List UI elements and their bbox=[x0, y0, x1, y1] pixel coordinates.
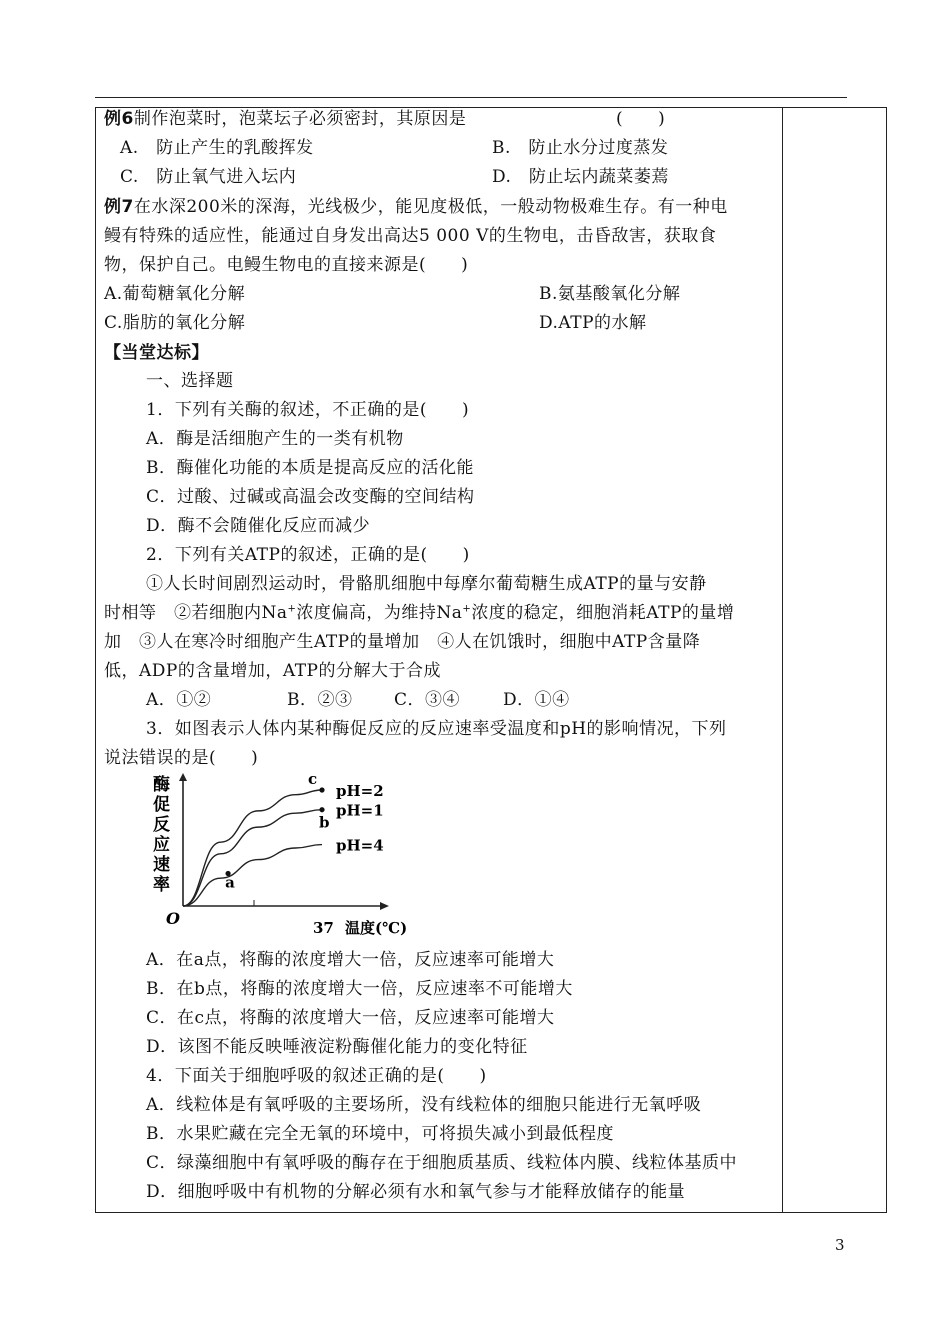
question-2-option-b: B．②③ bbox=[287, 690, 353, 710]
question-3-option-a: A．在a点，将酶的浓度增大一倍，反应速率可能增大 bbox=[146, 950, 555, 970]
section-subtitle: 一、选择题 bbox=[146, 371, 234, 391]
question-4-option-c: C．绿藻细胞中有氧呼吸的酶存在于细胞质基质、线粒体内膜、线粒体基质中 bbox=[146, 1153, 738, 1173]
example-6-option-a: A. 防止产生的乳酸挥发 bbox=[120, 138, 314, 158]
chart-x-label: 温度(℃) bbox=[345, 919, 408, 937]
series-label-pH1: pH=1 bbox=[336, 801, 384, 820]
question-2-option-c: C．③④ bbox=[394, 690, 461, 710]
table-column-divider bbox=[782, 107, 783, 1213]
question-2-line-1: ①人长时间剧烈运动时，骨骼肌细胞中每摩尔葡萄糖生成ATP的量与安静 bbox=[146, 574, 707, 594]
question-1-option-d: D．酶不会随催化反应而减少 bbox=[146, 516, 371, 536]
example-6-answer-paren: ( ) bbox=[616, 109, 666, 129]
example-6-stem: 例6制作泡菜时，泡菜坛子必须密封，其原因是 bbox=[104, 109, 467, 129]
chart-y-label-char: 酶 bbox=[153, 775, 170, 795]
question-2-option-a: A．①② bbox=[146, 690, 212, 710]
question-3-stem-line-2: 说法错误的是( ) bbox=[104, 748, 259, 768]
question-2-option-d: D．①④ bbox=[503, 690, 570, 710]
marked-point-label-a: a bbox=[225, 873, 235, 892]
question-2-stem: 2．下列有关ATP的叙述，正确的是( ) bbox=[146, 545, 470, 565]
example-7-option-d: D.ATP的水解 bbox=[539, 313, 647, 333]
marked-point-label-c: c bbox=[308, 770, 318, 788]
question-4-option-d: D．细胞呼吸中有机物的分解必须有水和氧气参与才能释放储存的能量 bbox=[146, 1182, 686, 1202]
chart-origin-label: O bbox=[166, 909, 180, 928]
marked-point-b bbox=[319, 807, 324, 812]
question-2-line-2: 时相等 ②若细胞内Na+浓度偏高，为维持Na+浓度的稳定，细胞消耗ATP的量增 bbox=[104, 603, 735, 623]
series-line-pH1 bbox=[183, 810, 322, 906]
question-4-option-a: A．线粒体是有氧呼吸的主要场所，没有线粒体的细胞只能进行无氧呼吸 bbox=[146, 1095, 702, 1115]
example-7-line-1: 例7在水深200米的深海，光线极少，能见度极低，一般动物极难生存。有一种电 bbox=[104, 197, 728, 217]
section-title: 【当堂达标】 bbox=[104, 343, 209, 363]
question-4-option-b: B．水果贮藏在完全无氧的环境中，可将损失减小到最低程度 bbox=[146, 1124, 614, 1144]
marked-point-c bbox=[319, 787, 324, 792]
question-1-stem: 1．下列有关酶的叙述，不正确的是( ) bbox=[146, 400, 470, 420]
question-3-option-d: D．该图不能反映唾液淀粉酶催化能力的变化特征 bbox=[146, 1037, 528, 1057]
example-7-option-b: B.氨基酸氧化分解 bbox=[539, 284, 681, 304]
example-6-option-b: B. 防止水分过度蒸发 bbox=[492, 138, 669, 158]
question-1-option-a: A．酶是活细胞产生的一类有机物 bbox=[146, 429, 404, 449]
example-6-option-d: D. 防止坛内蔬菜萎蔫 bbox=[492, 167, 669, 187]
example-6-option-c: C. 防止氧气进入坛内 bbox=[120, 167, 297, 187]
chart-y-label-char: 促 bbox=[153, 795, 170, 815]
example-7-label: 例7 bbox=[104, 197, 134, 217]
enzyme-rate-chart bbox=[150, 770, 408, 937]
chart-x-tick-37: 37 bbox=[313, 919, 334, 937]
page-number: 3 bbox=[835, 1236, 845, 1254]
question-4-stem: 4．下面关于细胞呼吸的叙述正确的是( ) bbox=[146, 1066, 487, 1086]
example-7-line-2: 鳗有特殊的适应性，能通过自身发出高达5 000 V的生物电，击昏敌害，获取食 bbox=[104, 226, 717, 246]
chart-y-label-char: 率 bbox=[153, 875, 170, 895]
example-6-label: 例6 bbox=[104, 109, 134, 129]
chart-x-axis-arrow bbox=[380, 902, 389, 910]
marked-point-label-b: b bbox=[319, 813, 330, 832]
question-1-option-b: B．酶催化功能的本质是提高反应的活化能 bbox=[146, 458, 474, 478]
question-1-option-c: C．过酸、过碱或高温会改变酶的空间结构 bbox=[146, 487, 475, 507]
series-label-pH2: pH=2 bbox=[336, 782, 384, 800]
question-2-line-4: 低，ADP的含量增加，ATP的分解大于合成 bbox=[104, 661, 441, 681]
chart-y-label-char: 反 bbox=[153, 815, 170, 835]
series-label-pH4: pH=4 bbox=[336, 836, 384, 855]
example-7-option-c: C.脂肪的氧化分解 bbox=[104, 313, 246, 333]
chart-y-axis-arrow bbox=[179, 773, 187, 781]
header-rule bbox=[95, 97, 847, 98]
chart-y-label bbox=[153, 774, 170, 895]
chart-y-label-char: 速 bbox=[153, 855, 170, 875]
question-2-line-3: 加 ③人在寒冷时细胞产生ATP的量增加 ④人在饥饿时，细胞中ATP含量降 bbox=[104, 632, 701, 652]
question-3-option-b: B．在b点，将酶的浓度增大一倍，反应速率不可能增大 bbox=[146, 979, 573, 999]
question-3-option-c: C．在c点，将酶的浓度增大一倍，反应速率可能增大 bbox=[146, 1008, 555, 1028]
question-3-stem-line-1: 3．如图表示人体内某种酶促反应的反应速率受温度和pH的影响情况，下列 bbox=[146, 719, 727, 739]
example-7-line-3: 物，保护自己。电鳗生物电的直接来源是( ) bbox=[104, 255, 469, 275]
example-7-option-a: A.葡萄糖氧化分解 bbox=[104, 284, 246, 304]
chart-y-label-char: 应 bbox=[153, 835, 170, 855]
